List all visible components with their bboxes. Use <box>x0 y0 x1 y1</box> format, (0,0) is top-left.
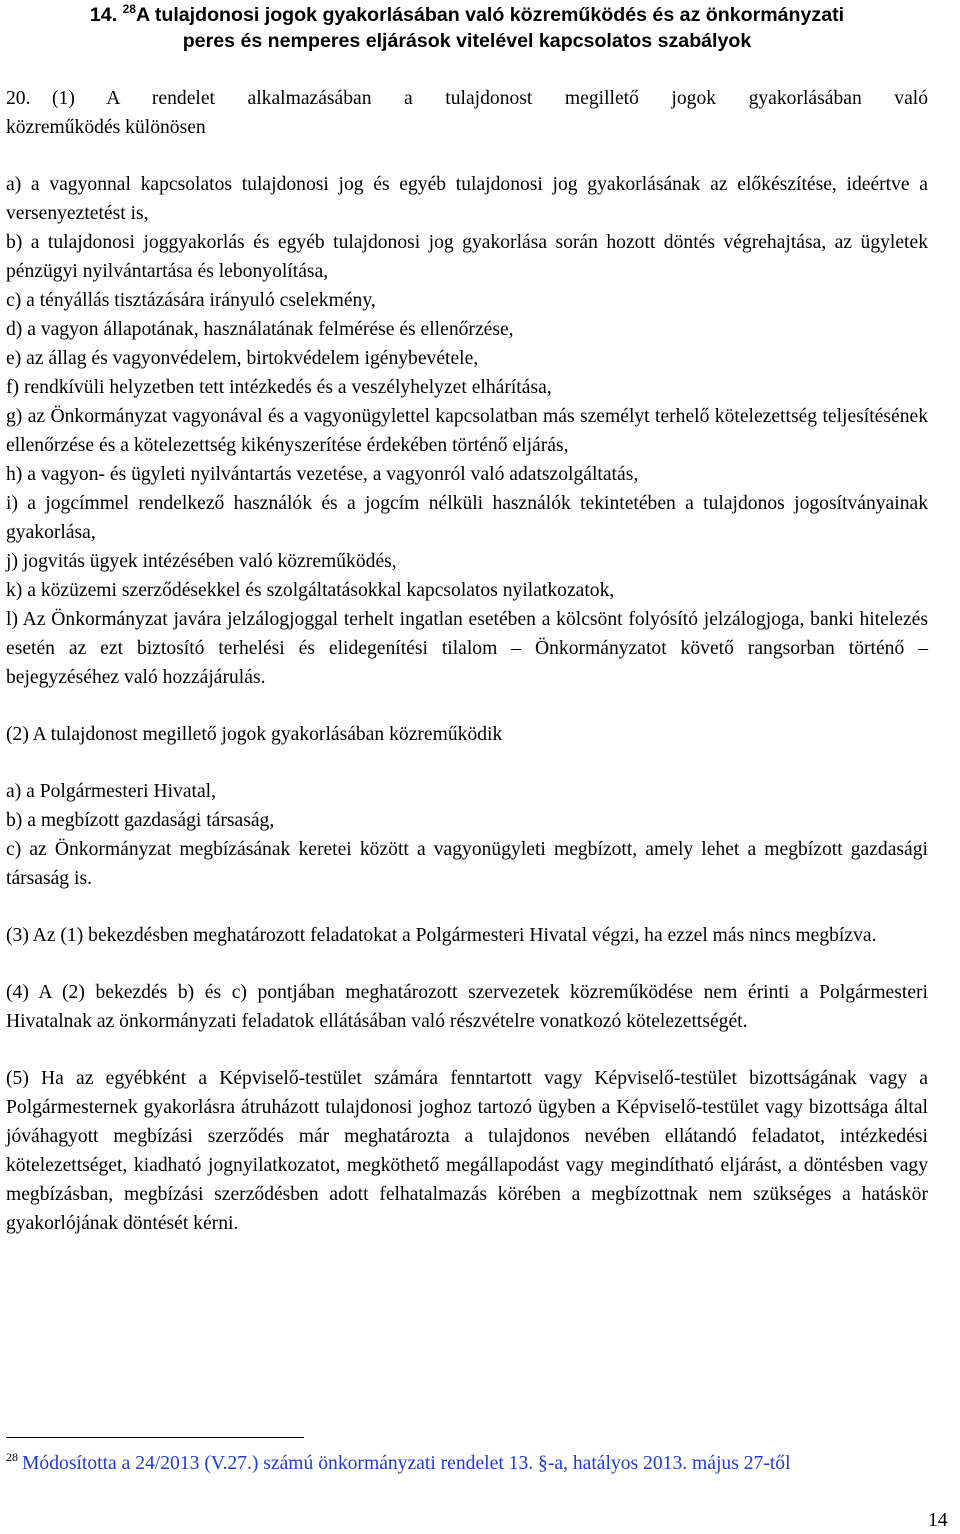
heading-text-1: A tulajdonosi jogok gyakorlásában való közreműködés és az önkormányzati <box>135 4 845 26</box>
list-item-i: i) a jogcímmel rendelkező használók és a jogcím nélküli használók tekintetében a tulajdonos jogosítványainak gyakorlása, <box>6 493 928 543</box>
list-item-a: a) a vagyonnal kapcsolatos tulajdonosi jog és egyéb tulajdonosi jog gyakorlásának az előkészítése, ideértve a versenyeztetést is, <box>6 174 928 224</box>
paragraph-3: (3) Az (1) bekezdésben meghatározott feladatokat a Polgármesteri Hivatal végzi, ha ezzel más nincs megbízva. <box>6 925 877 946</box>
list-item-j: j) jogvitás ügyek intézésében való közreműködés, <box>6 551 397 572</box>
section-20-intro-line-1: 20. (1) A rendelet alkalmazásában a tulajdonost megillető jogok gyakorlásában való <box>6 84 928 113</box>
list-item-l: l) Az Önkormányzat javára jelzálogjoggal terhelt ingatlan esetében a kölcsönt folyósító jelzálogjoga, banki hitelezés esetén az ezt biztosító terhelési és elidegenítési tilalom – Önkormányzatot követő rangsorban történő – bejegyzéséhez való hozzájárulás. <box>6 609 928 688</box>
paragraph-2-intro: (2) A tulajdonost megillető jogok gyakorlásában közreműködik <box>6 724 503 745</box>
list-item-k: k) a közüzemi szerződésekkel és szolgáltatásokkal kapcsolatos nyilatkozatok, <box>6 580 615 601</box>
paragraph-2-item-a: a) a Polgármesteri Hivatal, <box>6 781 217 802</box>
list-item-f: f) rendkívüli helyzetben tett intézkedés és a veszélyhelyzet elhárítása, <box>6 377 552 398</box>
list-item-b: b) a tulajdonosi joggyakorlás és egyéb tulajdonosi jog gyakorlása során hozott döntés végrehajtása, az ügyletek pénzügyi nyilvántartása és lebonyolítása, <box>6 232 928 282</box>
paragraph-2-item-b: b) a megbízott gazdasági társaság, <box>6 810 275 831</box>
heading-number: 14. <box>89 4 118 26</box>
section-20-intro-line-2: közreműködés különösen <box>6 117 206 138</box>
footnote-mark: 28 <box>6 1450 18 1464</box>
paragraph-4: (4) A (2) bekezdés b) és c) pontjában meghatározott szervezetek közreműködése nem érinti a Polgármesteri Hivatalnak az önkormányzati feladatok ellátásában való részvételre vonatkozó kötelezettségét. <box>6 982 928 1032</box>
heading-line-2: peres és nemperes eljárások vitelével kapcsolatos szabályok <box>182 30 752 52</box>
document-page <box>6 0 928 1238</box>
list-item-g: g) az Önkormányzat vagyonával és a vagyonügylettel kapcsolatban más személyt terhelő kötelezettség teljesítésének ellenőrzése és a kötelezettség kikényszerítése érdekében történő eljárás, <box>6 406 928 456</box>
heading-line-1 <box>6 2 928 28</box>
list-item-d: d) a vagyon állapotának, használatának felmérése és ellenőrzése, <box>6 319 514 340</box>
footnote <box>6 1449 938 1478</box>
footnote-reference[interactable]: 28 <box>122 2 136 16</box>
paragraph-2-item-c: c) az Önkormányzat megbízásának keretei között a vagyonügyleti megbízott, amely lehet a megbízott gazdasági társaság is. <box>6 839 928 889</box>
footnote-link[interactable]: Módosította a 24/2013 (V.27.) számú önkormányzati rendelet 13. §-a, hatályos 2013. május 27-től <box>22 1453 791 1474</box>
list-item-e: e) az állag és vagyonvédelem, birtokvédelem igénybevétele, <box>6 348 479 369</box>
list-item-c: c) a tényállás tisztázására irányuló cselekmény, <box>6 290 376 311</box>
list-item-h: h) a vagyon- és ügyleti nyilvántartás vezetése, a vagyonról való adatszolgáltatás, <box>6 464 639 485</box>
section-heading <box>6 2 928 54</box>
paragraph-5: (5) Ha az egyébként a Képviselő-testület számára fenntartott vagy Képviselő-testület bizottságának vagy a Polgármesternek gyakorlásra átruházott tulajdonosi joghoz tartozó ügyben a Képviselő-testület vagy bizottsága által jóváhagyott megbízási szerződés már meghatározta a tulajdonos nevében ellátandó feladatot, intézkedési kötelezettséget, kiadható jognyilatkozatot, megköthető megállapodást vagy megindítható eljárást, a döntésben vagy megbízásban, megbízási szerződésben adott felhatalmazás körében a megbízottnak nem szükséges a hatáskör gyakorlójának döntését kérni. <box>6 1068 928 1234</box>
footnote-divider <box>6 1437 304 1438</box>
page-number: 14 <box>928 1510 948 1531</box>
section-number: 20. <box>6 88 31 109</box>
